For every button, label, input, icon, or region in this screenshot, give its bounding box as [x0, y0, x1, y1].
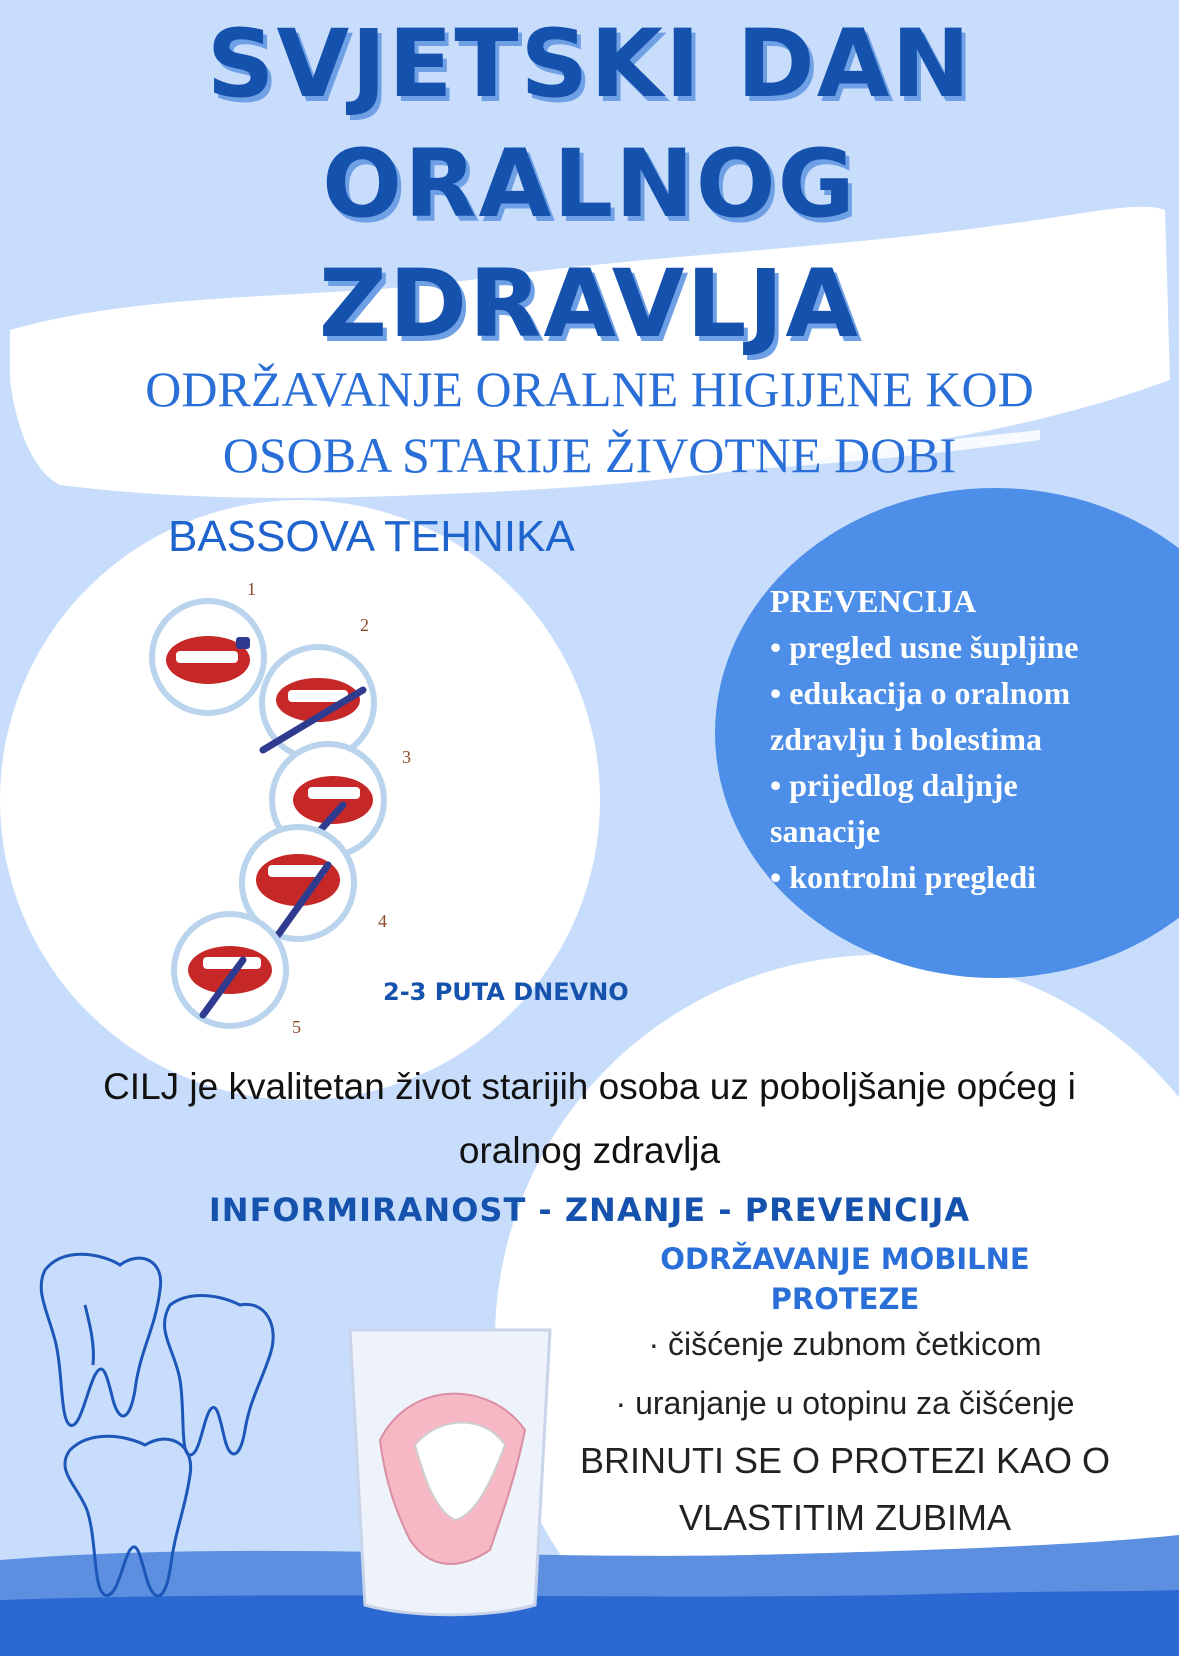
motto: INFORMIRANOST - ZNANJE - PREVENCIJA [208, 1191, 971, 1229]
denture-heading-line-2: PROTEZE [770, 1282, 920, 1316]
brush-step-1 [152, 601, 264, 713]
prevention-item: zdravlju i bolestima [770, 721, 1042, 757]
brush-step-5 [174, 914, 286, 1026]
subtitle-line-2: OSOBA STARIJE ŽIVOTNE DOBI [222, 427, 957, 483]
denture-in-glass-illustration [340, 1320, 560, 1620]
title-line-3: ZDRAVLJA [318, 250, 861, 359]
denture-item-2: · uranjanje u otopinu za čišćenje [615, 1385, 1075, 1421]
prevention-item: • prijedlog daljnje [770, 767, 1018, 803]
step-number-2: 2 [360, 615, 369, 635]
prevention-item: • edukacija o oralnom [770, 675, 1071, 711]
denture-item-1: · čišćenje zubnom četkicom [648, 1326, 1042, 1362]
goal-line-2: oralnog zdravlja [458, 1130, 721, 1171]
title-line-1: SVJETSKI DAN [206, 10, 973, 119]
title-line-2: ORALNOG [322, 130, 857, 239]
denture-care-line-1: BRINUTI SE O PROTEZI KAO O [579, 1440, 1111, 1481]
prevention-block [770, 578, 1175, 900]
brushing-frequency: 2-3 PUTA DNEVNO [383, 978, 629, 1006]
prevention-heading: PREVENCIJA [770, 583, 977, 619]
denture-care-line-2: VLASTITIM ZUBIMA [678, 1497, 1012, 1538]
prevention-item: sanacije [770, 813, 881, 849]
step-number-3: 3 [402, 747, 411, 767]
step-number-5: 5 [292, 1017, 301, 1037]
step-number-4: 4 [378, 911, 387, 931]
subtitle-line-1: ODRŽAVANJE ORALNE HIGIJENE KOD [145, 361, 1034, 417]
goal-line-1: CILJ je kvalitetan život starijih osoba uz poboljšanje općeg i [103, 1066, 1076, 1107]
denture-heading-line-1: ODRŽAVANJE MOBILNE [660, 1242, 1030, 1276]
technique-heading: BASSOVA TEHNIKA [168, 512, 575, 561]
prevention-item: • kontrolni pregledi [770, 859, 1037, 895]
prevention-item: • pregled usne šupljine [770, 629, 1079, 665]
step-number-1: 1 [247, 579, 256, 599]
tooth-outline-icon [25, 1250, 285, 1630]
